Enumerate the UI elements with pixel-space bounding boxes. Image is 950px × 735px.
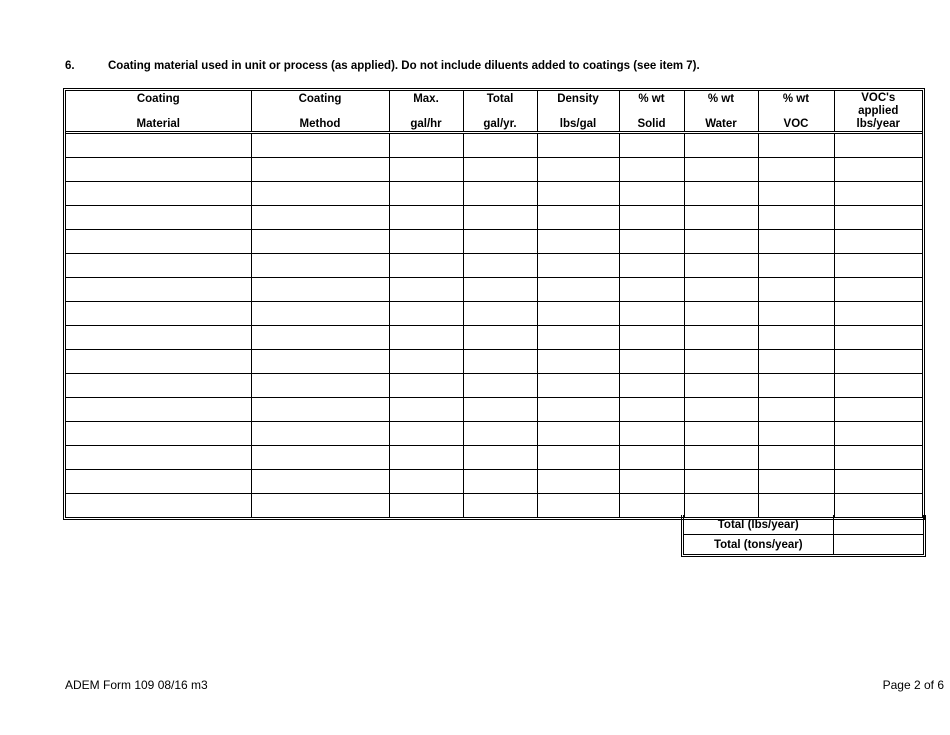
table-cell[interactable] xyxy=(66,374,251,398)
col-max-gal-hr: Max. gal/hr xyxy=(389,91,463,133)
table-cell[interactable] xyxy=(66,278,251,302)
table-cell[interactable] xyxy=(463,133,537,158)
table-cell[interactable] xyxy=(389,302,463,326)
table-cell[interactable] xyxy=(758,470,834,494)
table-cell[interactable] xyxy=(684,206,758,230)
col-pct-voc: % wt VOC xyxy=(758,91,834,133)
table-cell[interactable] xyxy=(684,182,758,206)
table-cell[interactable] xyxy=(834,494,922,518)
table-cell[interactable] xyxy=(684,278,758,302)
table-cell[interactable] xyxy=(619,446,684,470)
table-cell[interactable] xyxy=(389,350,463,374)
table-cell[interactable] xyxy=(758,182,834,206)
table-cell[interactable] xyxy=(66,182,251,206)
table-cell[interactable] xyxy=(684,494,758,518)
table-cell[interactable] xyxy=(619,374,684,398)
table-row xyxy=(66,326,922,350)
table-row xyxy=(66,302,922,326)
table-cell[interactable] xyxy=(66,398,251,422)
table-cell[interactable] xyxy=(619,470,684,494)
table-cell[interactable] xyxy=(834,302,922,326)
table-cell[interactable] xyxy=(463,446,537,470)
coating-material-table xyxy=(63,88,925,520)
col-coating-material: Coating Material xyxy=(66,91,251,133)
totals-row-tons xyxy=(684,535,923,555)
total-lbs-label: Total (lbs/year) xyxy=(684,515,833,535)
table-cell[interactable] xyxy=(684,446,758,470)
table-cell[interactable] xyxy=(251,254,389,278)
table-cell[interactable] xyxy=(389,326,463,350)
table-row xyxy=(66,374,922,398)
table-cell[interactable] xyxy=(758,230,834,254)
table-cell[interactable] xyxy=(463,230,537,254)
totals-row-lbs xyxy=(684,515,923,535)
table-cell[interactable] xyxy=(251,398,389,422)
table-cell[interactable] xyxy=(463,206,537,230)
table-cell[interactable] xyxy=(758,278,834,302)
table-cell[interactable] xyxy=(537,326,619,350)
table-cell[interactable] xyxy=(66,206,251,230)
table-cell[interactable] xyxy=(463,470,537,494)
table-cell[interactable] xyxy=(619,398,684,422)
table-cell[interactable] xyxy=(463,374,537,398)
table-cell[interactable] xyxy=(619,278,684,302)
table-cell[interactable] xyxy=(758,350,834,374)
table-cell[interactable] xyxy=(758,398,834,422)
table-cell[interactable] xyxy=(389,133,463,158)
table-cell[interactable] xyxy=(66,446,251,470)
table-cell[interactable] xyxy=(758,446,834,470)
table-row xyxy=(66,254,922,278)
table-cell[interactable] xyxy=(537,182,619,206)
table-cell[interactable] xyxy=(619,230,684,254)
table-cell[interactable] xyxy=(463,422,537,446)
table-cell[interactable] xyxy=(251,422,389,446)
total-tons-label: Total (tons/year) xyxy=(684,535,833,555)
table-row xyxy=(66,470,922,494)
table-cell[interactable] xyxy=(684,230,758,254)
table-cell[interactable] xyxy=(251,133,389,158)
table-cell[interactable] xyxy=(251,470,389,494)
table-cell[interactable] xyxy=(684,374,758,398)
table-cell[interactable] xyxy=(619,206,684,230)
table-cell[interactable] xyxy=(537,230,619,254)
col-density: Density lbs/gal xyxy=(537,91,619,133)
table-cell[interactable] xyxy=(834,398,922,422)
table-cell[interactable] xyxy=(463,182,537,206)
table-cell[interactable] xyxy=(389,254,463,278)
col-pct-solid: % wt Solid xyxy=(619,91,684,133)
table-cell[interactable] xyxy=(389,470,463,494)
table-cell[interactable] xyxy=(389,422,463,446)
table-row xyxy=(66,133,922,158)
table-cell[interactable] xyxy=(66,326,251,350)
table-cell[interactable] xyxy=(389,182,463,206)
table-cell[interactable] xyxy=(537,278,619,302)
table-cell[interactable] xyxy=(834,470,922,494)
table-row xyxy=(66,278,922,302)
table-cell[interactable] xyxy=(389,230,463,254)
table-cell[interactable] xyxy=(66,350,251,374)
table-cell[interactable] xyxy=(463,278,537,302)
table-cell[interactable] xyxy=(389,494,463,518)
table-row xyxy=(66,230,922,254)
table-cell[interactable] xyxy=(389,206,463,230)
table-cell[interactable] xyxy=(463,494,537,518)
table-cell[interactable] xyxy=(684,422,758,446)
table-cell[interactable] xyxy=(758,254,834,278)
col-coating-method: Coating Method xyxy=(251,91,389,133)
table-cell[interactable] xyxy=(684,326,758,350)
table-cell[interactable] xyxy=(834,133,922,158)
table-cell[interactable] xyxy=(834,206,922,230)
col-pct-water: % wt Water xyxy=(684,91,758,133)
table-cell[interactable] xyxy=(66,133,251,158)
table-cell[interactable] xyxy=(834,158,922,182)
table-cell[interactable] xyxy=(389,158,463,182)
table-cell[interactable] xyxy=(619,350,684,374)
table-row xyxy=(66,350,922,374)
table-cell[interactable] xyxy=(66,302,251,326)
table-cell[interactable] xyxy=(537,374,619,398)
table-cell[interactable] xyxy=(251,230,389,254)
table-cell[interactable] xyxy=(619,254,684,278)
table-cell[interactable] xyxy=(619,326,684,350)
table-cell[interactable] xyxy=(834,446,922,470)
table-row xyxy=(66,398,922,422)
table-cell[interactable] xyxy=(537,470,619,494)
table-cell[interactable] xyxy=(834,254,922,278)
table-cell[interactable] xyxy=(758,302,834,326)
table-cell[interactable] xyxy=(537,398,619,422)
table-cell[interactable] xyxy=(251,302,389,326)
table-cell[interactable] xyxy=(251,278,389,302)
table-cell[interactable] xyxy=(463,398,537,422)
table-cell[interactable] xyxy=(758,158,834,182)
table-cell[interactable] xyxy=(758,206,834,230)
table-cell[interactable] xyxy=(537,302,619,326)
table-cell[interactable] xyxy=(619,302,684,326)
table-cell[interactable] xyxy=(834,350,922,374)
table-cell[interactable] xyxy=(463,326,537,350)
section-title: Coating material used in unit or process (as applied). Do not include diluents added to coatings (see item 7). xyxy=(108,60,700,72)
page-number: Page 2 of 6 xyxy=(882,678,944,692)
totals-box xyxy=(681,515,926,557)
table-cell[interactable] xyxy=(684,254,758,278)
table-cell[interactable] xyxy=(684,350,758,374)
table-cell[interactable] xyxy=(684,302,758,326)
table-cell[interactable] xyxy=(684,133,758,158)
table-cell[interactable] xyxy=(66,494,251,518)
col-total-gal-yr: Total gal/yr. xyxy=(463,91,537,133)
table-cell[interactable] xyxy=(463,302,537,326)
table-cell[interactable] xyxy=(389,398,463,422)
table-header-row xyxy=(66,91,922,133)
table-cell[interactable] xyxy=(66,470,251,494)
table-cell[interactable] xyxy=(684,470,758,494)
table-cell[interactable] xyxy=(251,158,389,182)
section-number: 6. xyxy=(65,60,75,72)
table-cell[interactable] xyxy=(537,254,619,278)
total-lbs-field[interactable] xyxy=(833,515,923,535)
table-cell[interactable] xyxy=(758,374,834,398)
total-tons-field[interactable] xyxy=(833,535,923,555)
form-identifier: ADEM Form 109 08/16 m3 xyxy=(65,678,208,692)
table-cell[interactable] xyxy=(834,326,922,350)
table-cell[interactable] xyxy=(619,182,684,206)
col-voc-applied: VOC's applied lbs/year xyxy=(834,91,922,133)
table-cell[interactable] xyxy=(758,494,834,518)
table-cell[interactable] xyxy=(834,278,922,302)
table-cell[interactable] xyxy=(758,133,834,158)
table-cell[interactable] xyxy=(389,374,463,398)
table-cell[interactable] xyxy=(66,158,251,182)
table-cell[interactable] xyxy=(834,374,922,398)
table-cell[interactable] xyxy=(537,206,619,230)
table-cell[interactable] xyxy=(619,158,684,182)
table-cell[interactable] xyxy=(619,494,684,518)
table-cell[interactable] xyxy=(619,133,684,158)
table-cell[interactable] xyxy=(389,446,463,470)
table-cell[interactable] xyxy=(251,206,389,230)
table-cell[interactable] xyxy=(251,446,389,470)
table-cell[interactable] xyxy=(537,158,619,182)
table-cell[interactable] xyxy=(684,158,758,182)
table-cell[interactable] xyxy=(619,422,684,446)
table-cell[interactable] xyxy=(251,374,389,398)
table-cell[interactable] xyxy=(66,254,251,278)
table-cell[interactable] xyxy=(758,422,834,446)
table-cell[interactable] xyxy=(537,494,619,518)
table-row xyxy=(66,206,922,230)
table-cell[interactable] xyxy=(834,422,922,446)
table-row xyxy=(66,446,922,470)
table-cell[interactable] xyxy=(537,446,619,470)
table-cell[interactable] xyxy=(66,230,251,254)
table-cell[interactable] xyxy=(463,350,537,374)
table-cell[interactable] xyxy=(251,494,389,518)
table-row xyxy=(66,182,922,206)
table-cell[interactable] xyxy=(389,278,463,302)
table-cell[interactable] xyxy=(251,326,389,350)
table-row xyxy=(66,158,922,182)
table-cell[interactable] xyxy=(251,350,389,374)
table-cell[interactable] xyxy=(834,182,922,206)
table-cell[interactable] xyxy=(684,398,758,422)
table-cell[interactable] xyxy=(758,326,834,350)
table-cell[interactable] xyxy=(66,422,251,446)
table-cell[interactable] xyxy=(537,350,619,374)
table-cell[interactable] xyxy=(537,422,619,446)
table-cell[interactable] xyxy=(834,230,922,254)
table-row xyxy=(66,422,922,446)
table-cell[interactable] xyxy=(537,133,619,158)
table-cell[interactable] xyxy=(463,254,537,278)
table-cell[interactable] xyxy=(463,158,537,182)
table-row xyxy=(66,494,922,518)
table-cell[interactable] xyxy=(251,182,389,206)
